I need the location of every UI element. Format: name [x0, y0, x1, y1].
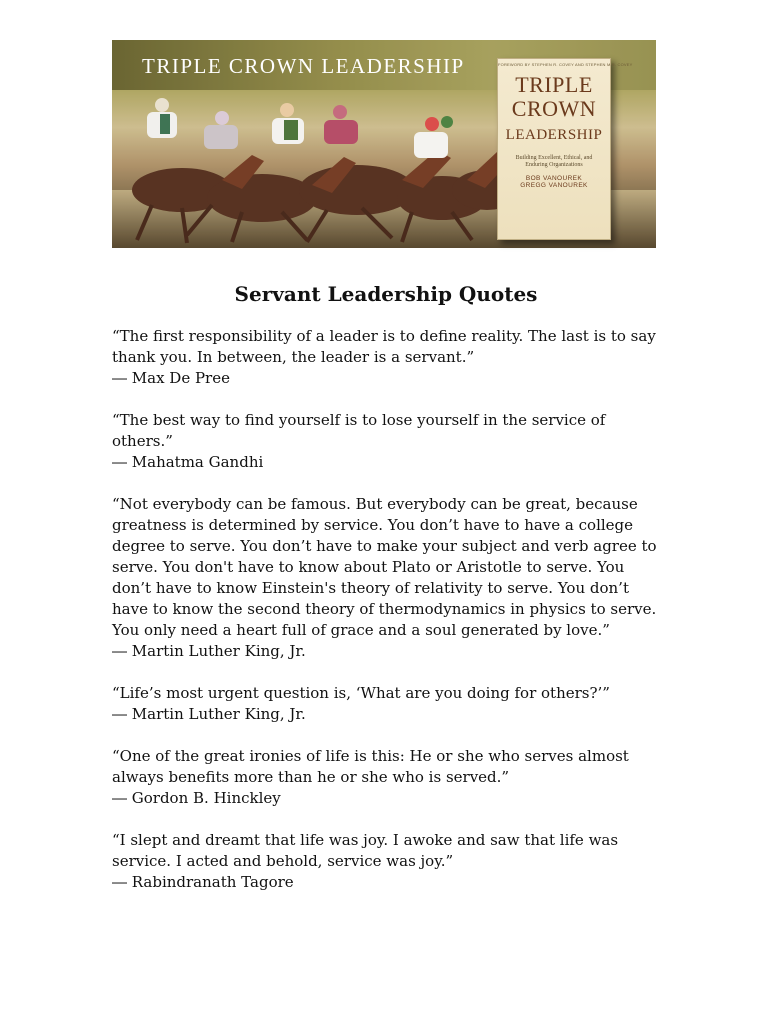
book-title-line3: LEADERSHIP	[505, 127, 603, 143]
document-body	[112, 280, 660, 914]
quote-text: “One of the great ironies of life is this: He or she who serves almost always benefits more than he or she who is served.”	[112, 747, 629, 786]
page-title: Servant Leadership Quotes	[234, 282, 538, 306]
quote-author: ― Martin Luther King, Jr.	[112, 705, 306, 723]
quote-author: ― Martin Luther King, Jr.	[112, 642, 306, 660]
quote-text: “Not everybody can be famous. But everybody can be great, because greatness is determined by service. You don’t have to have a college degree to serve. You don’t have to make your subject and verb agree to serve. You don't have to know about Plato or Aristotle to serve. You don’t have to know Einstein's theory of relativity to serve. You don’t have to know the second theory of thermodynamics in physics to serve. You only need a heart full of grace and a soul generated by love.”	[112, 495, 657, 639]
quote-author: ― Gordon B. Hinckley	[112, 789, 281, 807]
book-author-1: BOB VANOUREK	[525, 175, 583, 182]
header-banner	[112, 40, 656, 248]
quote-author: ― Max De Pree	[112, 369, 230, 387]
book-title-line2: CROWN	[511, 96, 597, 121]
book-foreword: FOREWORD BY STEPHEN R. COVEY AND STEPHEN M.R. COVEY	[498, 62, 633, 67]
quote-block	[112, 326, 660, 389]
quote-block	[112, 683, 660, 725]
quote-block	[112, 410, 660, 473]
quote-text: “The best way to find yourself is to lose yourself in the service of others.”	[112, 411, 606, 450]
book-title-line1: TRIPLE	[515, 72, 593, 97]
quote-author: ― Rabindranath Tagore	[112, 873, 294, 891]
quote-block	[112, 746, 660, 809]
quote-block	[112, 830, 660, 893]
book-author-2: GREGG VANOUREK	[520, 182, 588, 189]
quote-block	[112, 494, 660, 662]
book-authors	[498, 175, 610, 189]
quote-author: ― Mahatma Gandhi	[112, 453, 264, 471]
quote-text: “Life’s most urgent question is, ‘What are you doing for others?’”	[112, 684, 610, 702]
quote-text: “The first responsibility of a leader is to define reality. The last is to say thank you. In between, the leader is a servant.”	[112, 327, 656, 366]
quote-text: “I slept and dreamt that life was joy. I awoke and saw that life was service. I acted and behold, service was joy.”	[112, 831, 619, 870]
banner-title: TRIPLE CROWN LEADERSHIP	[142, 54, 465, 78]
book-subtitle: Building Excellent, Ethical, and Enduring Organizations	[515, 155, 593, 168]
book-cover	[497, 58, 633, 240]
